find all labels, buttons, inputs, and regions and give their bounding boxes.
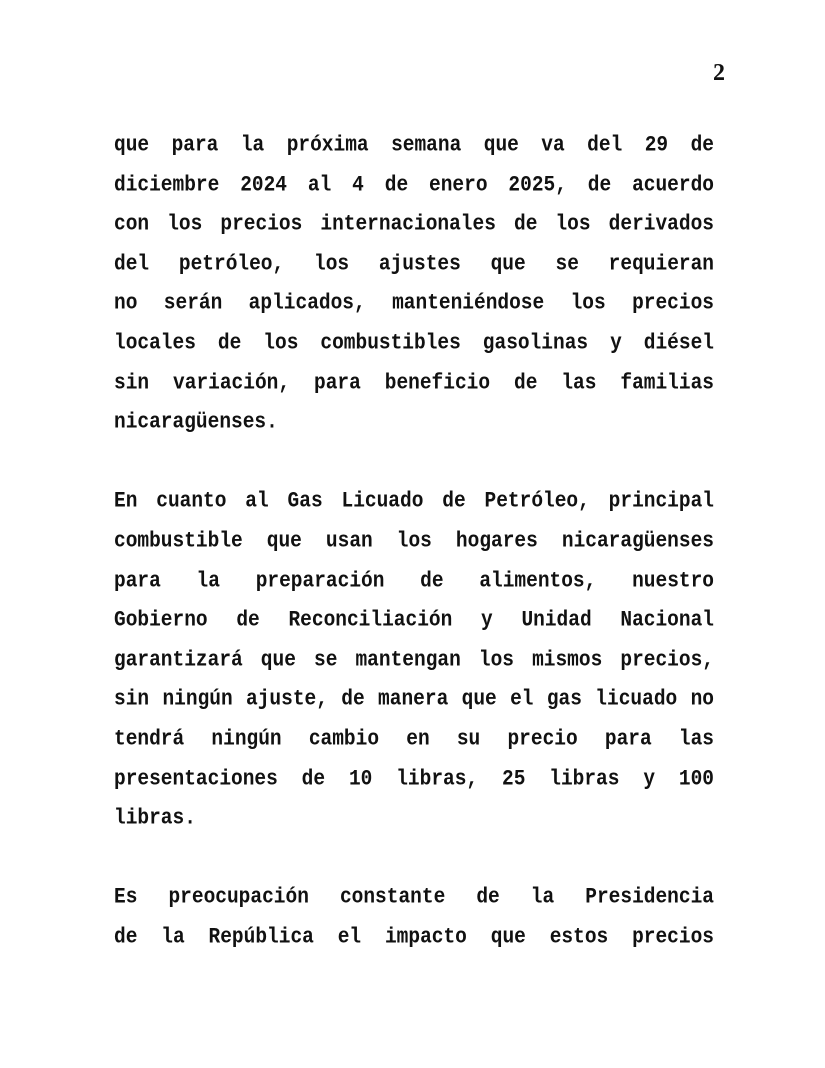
text-line: no serán aplicados, manteniéndose los precios [114, 290, 714, 316]
text-line: tendrá ningún cambio en su precio para las [114, 726, 714, 751]
text-line: locales de los combustibles gasolinas y diésel [114, 330, 714, 355]
text-line: sin variación, para beneficio de las familias [114, 369, 714, 395]
text-line: Es preocupación constante de la Presidencia [114, 884, 714, 910]
text-line: presentaciones de 10 libras, 25 libras y 100 [114, 765, 714, 791]
paragraph [114, 126, 714, 443]
paragraph [114, 878, 714, 957]
text-line: diciembre 2024 al 4 de enero 2025, de acuerdo [114, 171, 714, 197]
text-line: del petróleo, los ajustes que se requieran [114, 251, 714, 276]
page-number: 2 [713, 60, 725, 86]
document-body [114, 126, 714, 957]
text-line: con los precios internacionales de los derivados [114, 211, 714, 237]
text-line: para la preparación de alimentos, nuestro [114, 567, 714, 593]
paragraph [114, 482, 714, 838]
text-line: Gobierno de Reconciliación y Unidad Nacional [114, 607, 714, 633]
text-line: que para la próxima semana que va del 29 de [114, 132, 714, 157]
text-line: libras. [114, 805, 196, 831]
text-line: garantizará que se mantengan los mismos precios, [114, 647, 714, 672]
text-line: En cuanto al Gas Licuado de Petróleo, principal [114, 488, 714, 514]
text-line: de la República el impacto que estos precios [114, 924, 714, 949]
text-line: sin ningún ajuste, de manera que el gas licuado no [114, 686, 714, 712]
text-line: nicaragüenses. [114, 409, 278, 435]
text-line: combustible que usan los hogares nicaragüenses [114, 528, 714, 553]
